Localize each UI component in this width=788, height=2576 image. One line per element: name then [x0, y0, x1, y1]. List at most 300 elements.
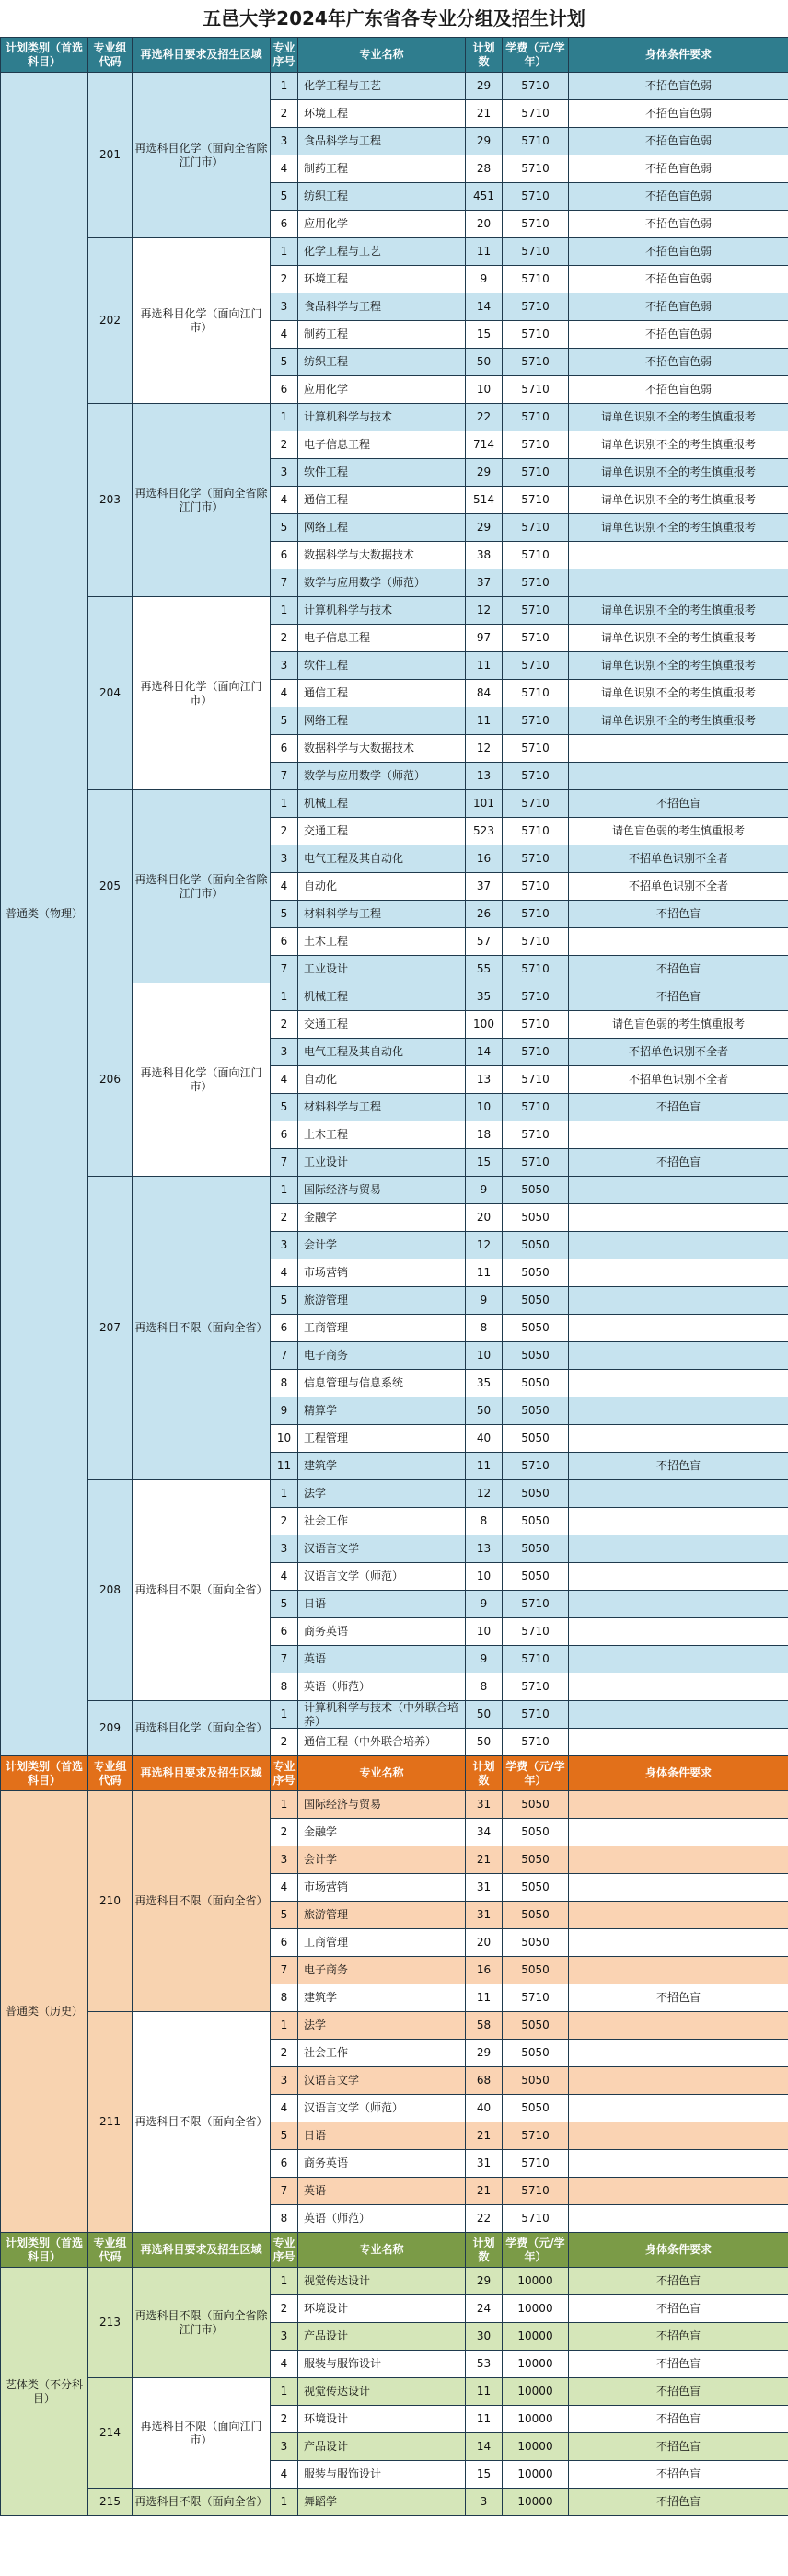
major-seq: 1	[271, 983, 298, 1011]
plan-count: 29	[466, 459, 503, 487]
body-requirement	[569, 1342, 788, 1370]
body-requirement	[569, 1874, 788, 1902]
tuition-fee: 5050	[503, 1874, 569, 1902]
subject-requirement: 再选科目化学（面向全省）	[133, 1701, 271, 1756]
tuition-fee: 10000	[503, 2268, 569, 2295]
major-name: 电气工程及其自动化	[298, 1039, 466, 1066]
major-seq: 4	[271, 155, 298, 183]
major-seq: 4	[271, 680, 298, 707]
body-requirement	[569, 1370, 788, 1397]
major-seq: 2	[271, 266, 298, 293]
body-requirement	[569, 1618, 788, 1646]
major-seq: 7	[271, 1957, 298, 1984]
major-name: 工程管理	[298, 1425, 466, 1453]
major-seq: 4	[271, 2461, 298, 2489]
body-requirement: 不招色盲色弱	[569, 100, 788, 128]
plan-count: 50	[466, 1701, 503, 1729]
tuition-fee: 5050	[503, 1342, 569, 1370]
table-row	[1, 1701, 788, 1729]
major-name: 会计学	[298, 1846, 466, 1874]
body-requirement	[569, 1591, 788, 1618]
major-seq: 7	[271, 1646, 298, 1673]
plan-count: 31	[466, 2150, 503, 2178]
table-row	[1, 1480, 788, 1508]
tuition-fee: 5710	[503, 818, 569, 845]
plan-count: 84	[466, 680, 503, 707]
major-name: 材料科学与工程	[298, 1094, 466, 1121]
major-name: 工业设计	[298, 956, 466, 983]
subject-requirement: 再选科目不限（面向江门市）	[133, 2378, 271, 2489]
major-seq: 2	[271, 2040, 298, 2067]
plan-count: 523	[466, 818, 503, 845]
major-name: 土木工程	[298, 1121, 466, 1149]
header-subject-req: 再选科目要求及招生区域	[133, 2233, 271, 2268]
body-requirement: 不招单色识别不全者	[569, 1039, 788, 1066]
table-row	[1, 1791, 788, 1819]
tuition-fee: 5710	[503, 652, 569, 680]
plan-count: 9	[466, 1177, 503, 1204]
plan-count: 97	[466, 625, 503, 652]
plan-count: 15	[466, 1149, 503, 1177]
header-category: 计划类别（首选科目）	[1, 2233, 88, 2268]
major-seq: 1	[271, 404, 298, 431]
major-seq: 6	[271, 735, 298, 763]
body-requirement: 不招色盲	[569, 790, 788, 818]
body-requirement: 不招色盲色弱	[569, 266, 788, 293]
plan-count: 3	[466, 2489, 503, 2516]
body-requirement: 不招色盲	[569, 1453, 788, 1480]
header-body-req: 身体条件要求	[569, 1756, 788, 1791]
body-requirement: 不招色盲	[569, 956, 788, 983]
plan-count: 13	[466, 1535, 503, 1563]
major-seq: 6	[271, 376, 298, 404]
group-code: 213	[88, 2268, 133, 2378]
tuition-fee: 5710	[503, 928, 569, 956]
body-requirement	[569, 1729, 788, 1756]
body-requirement	[569, 1791, 788, 1819]
major-seq: 4	[271, 1874, 298, 1902]
table-row	[1, 2268, 788, 2295]
major-seq: 2	[271, 625, 298, 652]
major-seq: 2	[271, 2295, 298, 2323]
table-row	[1, 790, 788, 818]
body-requirement	[569, 1701, 788, 1729]
body-requirement	[569, 763, 788, 790]
plan-count: 10	[466, 1094, 503, 1121]
body-requirement: 不招单色识别不全者	[569, 845, 788, 873]
tuition-fee: 5050	[503, 2040, 569, 2067]
major-name: 金融学	[298, 1819, 466, 1846]
body-requirement: 不招色盲色弱	[569, 155, 788, 183]
major-name: 网络工程	[298, 707, 466, 735]
major-name: 金融学	[298, 1204, 466, 1232]
tuition-fee: 5710	[503, 128, 569, 155]
major-seq: 3	[271, 2323, 298, 2351]
major-name: 食品科学与工程	[298, 293, 466, 321]
tuition-fee: 5050	[503, 1929, 569, 1957]
body-requirement: 不招色盲色弱	[569, 349, 788, 376]
plan-count: 15	[466, 321, 503, 349]
section-header-row	[1, 38, 788, 73]
major-seq: 2	[271, 1508, 298, 1535]
body-requirement	[569, 928, 788, 956]
major-name: 通信工程	[298, 680, 466, 707]
tuition-fee: 5710	[503, 680, 569, 707]
subject-requirement: 再选科目不限（面向全省除江门市）	[133, 2268, 271, 2378]
major-name: 土木工程	[298, 928, 466, 956]
major-name: 法学	[298, 2012, 466, 2040]
body-requirement	[569, 1673, 788, 1701]
major-name: 市场营销	[298, 1259, 466, 1287]
plan-count: 13	[466, 763, 503, 790]
plan-count: 34	[466, 1819, 503, 1846]
major-seq: 8	[271, 1673, 298, 1701]
plan-count: 14	[466, 1039, 503, 1066]
major-name: 环境设计	[298, 2295, 466, 2323]
tuition-fee: 5710	[503, 1701, 569, 1729]
plan-count: 10	[466, 1618, 503, 1646]
tuition-fee: 5710	[503, 625, 569, 652]
major-name: 电子商务	[298, 1342, 466, 1370]
body-requirement	[569, 1121, 788, 1149]
tuition-fee: 5050	[503, 1563, 569, 1591]
major-name: 自动化	[298, 1066, 466, 1094]
major-name: 通信工程	[298, 487, 466, 514]
header-plan: 计划数	[466, 2233, 503, 2268]
tuition-fee: 5050	[503, 1508, 569, 1535]
major-seq: 11	[271, 1453, 298, 1480]
tuition-fee: 5710	[503, 487, 569, 514]
major-name: 市场营销	[298, 1874, 466, 1902]
major-seq: 4	[271, 487, 298, 514]
major-name: 旅游管理	[298, 1287, 466, 1315]
plan-count: 29	[466, 514, 503, 542]
subject-requirement: 再选科目不限（面向全省）	[133, 2012, 271, 2233]
major-name: 软件工程	[298, 459, 466, 487]
major-seq: 1	[271, 1177, 298, 1204]
major-seq: 10	[271, 1425, 298, 1453]
group-code: 205	[88, 790, 133, 983]
body-requirement	[569, 1204, 788, 1232]
major-name: 建筑学	[298, 1453, 466, 1480]
plan-category: 普通类（历史）	[1, 1791, 88, 2233]
body-requirement	[569, 1508, 788, 1535]
major-name: 服装与服饰设计	[298, 2351, 466, 2378]
tuition-fee: 5050	[503, 1177, 569, 1204]
body-requirement	[569, 1957, 788, 1984]
major-name: 数学与应用数学（师范）	[298, 569, 466, 597]
group-code: 207	[88, 1177, 133, 1480]
plan-count: 20	[466, 211, 503, 238]
plan-count: 21	[466, 100, 503, 128]
table-row	[1, 2378, 788, 2406]
major-name: 计算机科学与技术	[298, 404, 466, 431]
tuition-fee: 5710	[503, 2122, 569, 2150]
tuition-fee: 5710	[503, 155, 569, 183]
plan-count: 53	[466, 2351, 503, 2378]
page-title: 五邑大学2024年广东省各专业分组及招生计划	[203, 7, 585, 29]
major-name: 通信工程（中外联合培养）	[298, 1729, 466, 1756]
header-fee: 学费（元/学年）	[503, 2233, 569, 2268]
plan-category: 艺体类（不分科目）	[1, 2268, 88, 2516]
body-requirement: 不招色盲	[569, 2351, 788, 2378]
major-seq: 3	[271, 128, 298, 155]
major-name: 环境工程	[298, 266, 466, 293]
plan-count: 20	[466, 1929, 503, 1957]
body-requirement: 不招色盲	[569, 983, 788, 1011]
major-seq: 7	[271, 763, 298, 790]
plan-count: 21	[466, 2122, 503, 2150]
major-seq: 4	[271, 2351, 298, 2378]
tuition-fee: 5050	[503, 1480, 569, 1508]
major-seq: 8	[271, 1370, 298, 1397]
plan-count: 9	[466, 266, 503, 293]
header-major: 专业名称	[298, 38, 466, 73]
body-requirement: 请单色识别不全的考生慎重报考	[569, 652, 788, 680]
body-requirement: 不招色盲色弱	[569, 376, 788, 404]
tuition-fee: 5710	[503, 293, 569, 321]
plan-count: 101	[466, 790, 503, 818]
header-group-code: 专业组代码	[88, 38, 133, 73]
tuition-fee: 10000	[503, 2461, 569, 2489]
body-requirement: 不招色盲	[569, 2268, 788, 2295]
major-name: 制药工程	[298, 321, 466, 349]
major-seq: 2	[271, 100, 298, 128]
body-requirement	[569, 542, 788, 569]
section-header-row	[1, 2233, 788, 2268]
body-requirement: 不招色盲	[569, 2433, 788, 2461]
tuition-fee: 5710	[503, 73, 569, 100]
table-row	[1, 404, 788, 431]
major-seq: 7	[271, 1149, 298, 1177]
major-name: 视觉传达设计	[298, 2268, 466, 2295]
major-name: 工商管理	[298, 1315, 466, 1342]
plan-count: 13	[466, 1066, 503, 1094]
major-seq: 8	[271, 2205, 298, 2233]
body-requirement: 不招色盲	[569, 2378, 788, 2406]
major-seq: 1	[271, 790, 298, 818]
tuition-fee: 5710	[503, 321, 569, 349]
body-requirement	[569, 1535, 788, 1563]
tuition-fee: 5710	[503, 211, 569, 238]
header-seq: 专业序号	[271, 2233, 298, 2268]
tuition-fee: 5710	[503, 569, 569, 597]
tuition-fee: 5050	[503, 1791, 569, 1819]
tuition-fee: 5710	[503, 1011, 569, 1039]
tuition-fee: 5710	[503, 514, 569, 542]
tuition-fee: 10000	[503, 2489, 569, 2516]
body-requirement: 不招色盲色弱	[569, 183, 788, 211]
tuition-fee: 5710	[503, 763, 569, 790]
major-seq: 1	[271, 2268, 298, 2295]
subject-requirement: 再选科目不限（面向全省）	[133, 1791, 271, 2012]
group-code: 211	[88, 2012, 133, 2233]
tuition-fee: 10000	[503, 2351, 569, 2378]
major-name: 英语（师范）	[298, 1673, 466, 1701]
plan-count: 31	[466, 1874, 503, 1902]
plan-count: 18	[466, 1121, 503, 1149]
tuition-fee: 5710	[503, 1066, 569, 1094]
major-seq: 7	[271, 956, 298, 983]
tuition-fee: 10000	[503, 2378, 569, 2406]
tuition-fee: 5710	[503, 873, 569, 901]
plan-count: 50	[466, 1729, 503, 1756]
plan-count: 12	[466, 735, 503, 763]
header-fee: 学费（元/学年）	[503, 38, 569, 73]
major-seq: 4	[271, 321, 298, 349]
major-name: 产品设计	[298, 2323, 466, 2351]
plan-count: 14	[466, 2433, 503, 2461]
plan-count: 12	[466, 1480, 503, 1508]
major-name: 国际经济与贸易	[298, 1791, 466, 1819]
group-code: 201	[88, 73, 133, 238]
major-name: 服装与服饰设计	[298, 2461, 466, 2489]
subject-requirement: 再选科目不限（面向全省）	[133, 1177, 271, 1480]
tuition-fee: 5710	[503, 542, 569, 569]
major-name: 英语（师范）	[298, 2205, 466, 2233]
major-seq: 4	[271, 1066, 298, 1094]
major-seq: 5	[271, 1902, 298, 1929]
body-requirement	[569, 1480, 788, 1508]
major-seq: 5	[271, 707, 298, 735]
plan-count: 12	[466, 597, 503, 625]
header-category: 计划类别（首选科目）	[1, 1756, 88, 1791]
body-requirement: 请单色识别不全的考生慎重报考	[569, 707, 788, 735]
tuition-fee: 5710	[503, 597, 569, 625]
table-row	[1, 1177, 788, 1204]
major-seq: 9	[271, 1397, 298, 1425]
body-requirement: 请色盲色弱的考生慎重报考	[569, 818, 788, 845]
major-name: 商务英语	[298, 2150, 466, 2178]
tuition-fee: 5050	[503, 1259, 569, 1287]
body-requirement	[569, 1259, 788, 1287]
body-requirement	[569, 735, 788, 763]
major-seq: 1	[271, 1480, 298, 1508]
plan-count: 11	[466, 238, 503, 266]
header-subject-req: 再选科目要求及招生区域	[133, 38, 271, 73]
major-name: 电子商务	[298, 1957, 466, 1984]
plan-count: 40	[466, 1425, 503, 1453]
plan-count: 28	[466, 155, 503, 183]
body-requirement: 不招色盲	[569, 2323, 788, 2351]
plan-count: 26	[466, 901, 503, 928]
major-seq: 6	[271, 1618, 298, 1646]
group-code: 215	[88, 2489, 133, 2516]
major-seq: 2	[271, 1204, 298, 1232]
body-requirement	[569, 2205, 788, 2233]
group-code: 214	[88, 2378, 133, 2489]
tuition-fee: 5710	[503, 1039, 569, 1066]
subject-requirement: 再选科目化学（面向全省除江门市）	[133, 73, 271, 238]
plan-count: 37	[466, 569, 503, 597]
major-name: 纺织工程	[298, 349, 466, 376]
major-name: 建筑学	[298, 1984, 466, 2012]
tuition-fee: 10000	[503, 2295, 569, 2323]
plan-count: 11	[466, 1984, 503, 2012]
body-requirement: 不招色盲色弱	[569, 73, 788, 100]
major-name: 日语	[298, 1591, 466, 1618]
major-name: 计算机科学与技术	[298, 597, 466, 625]
plan-count: 714	[466, 431, 503, 459]
header-category: 计划类别（首选科目）	[1, 38, 88, 73]
subject-requirement: 再选科目不限（面向全省）	[133, 1480, 271, 1701]
tuition-fee: 5710	[503, 901, 569, 928]
major-name: 机械工程	[298, 790, 466, 818]
major-seq: 1	[271, 2012, 298, 2040]
tuition-fee: 5050	[503, 1819, 569, 1846]
plan-count: 30	[466, 2323, 503, 2351]
major-seq: 5	[271, 514, 298, 542]
plan-count: 11	[466, 2378, 503, 2406]
body-requirement	[569, 1646, 788, 1673]
subject-requirement: 再选科目化学（面向江门市）	[133, 597, 271, 790]
body-requirement	[569, 1846, 788, 1874]
plan-count: 10	[466, 1342, 503, 1370]
tuition-fee: 5710	[503, 1121, 569, 1149]
header-plan: 计划数	[466, 1756, 503, 1791]
plan-count: 8	[466, 1315, 503, 1342]
plan-count: 55	[466, 956, 503, 983]
header-group-code: 专业组代码	[88, 1756, 133, 1791]
major-seq: 2	[271, 431, 298, 459]
major-name: 化学工程与工艺	[298, 238, 466, 266]
body-requirement	[569, 2012, 788, 2040]
tuition-fee: 5710	[503, 1618, 569, 1646]
major-seq: 5	[271, 1591, 298, 1618]
tuition-fee: 5050	[503, 1315, 569, 1342]
plan-count: 50	[466, 349, 503, 376]
major-seq: 3	[271, 2067, 298, 2095]
tuition-fee: 5050	[503, 1846, 569, 1874]
tuition-fee: 5710	[503, 1453, 569, 1480]
plan-count: 29	[466, 128, 503, 155]
major-name: 商务英语	[298, 1618, 466, 1646]
major-seq: 2	[271, 1729, 298, 1756]
major-name: 日语	[298, 2122, 466, 2150]
plan-count: 21	[466, 2178, 503, 2205]
body-requirement: 不招色盲色弱	[569, 128, 788, 155]
major-name: 材料科学与工程	[298, 901, 466, 928]
tuition-fee: 10000	[503, 2433, 569, 2461]
tuition-fee: 5050	[503, 1287, 569, 1315]
plan-count: 31	[466, 1791, 503, 1819]
major-seq: 2	[271, 1819, 298, 1846]
plan-count: 31	[466, 1902, 503, 1929]
body-requirement	[569, 569, 788, 597]
plan-category: 普通类（物理）	[1, 73, 88, 1756]
major-name: 国际经济与贸易	[298, 1177, 466, 1204]
major-name: 英语	[298, 1646, 466, 1673]
admission-plan-table	[0, 37, 788, 2516]
tuition-fee: 5710	[503, 266, 569, 293]
major-name: 计算机科学与技术（中外联合培养）	[298, 1701, 466, 1729]
major-seq: 1	[271, 1791, 298, 1819]
major-seq: 6	[271, 928, 298, 956]
header-plan: 计划数	[466, 38, 503, 73]
body-requirement	[569, 1177, 788, 1204]
tuition-fee: 5050	[503, 1425, 569, 1453]
major-seq: 8	[271, 1984, 298, 2012]
body-requirement: 请单色识别不全的考生慎重报考	[569, 597, 788, 625]
major-name: 汉语言文学（师范）	[298, 2095, 466, 2122]
tuition-fee: 5710	[503, 790, 569, 818]
body-requirement: 请单色识别不全的考生慎重报考	[569, 431, 788, 459]
major-name: 电子信息工程	[298, 625, 466, 652]
body-requirement	[569, 2067, 788, 2095]
plan-count: 57	[466, 928, 503, 956]
major-name: 化学工程与工艺	[298, 73, 466, 100]
header-subject-req: 再选科目要求及招生区域	[133, 1756, 271, 1791]
